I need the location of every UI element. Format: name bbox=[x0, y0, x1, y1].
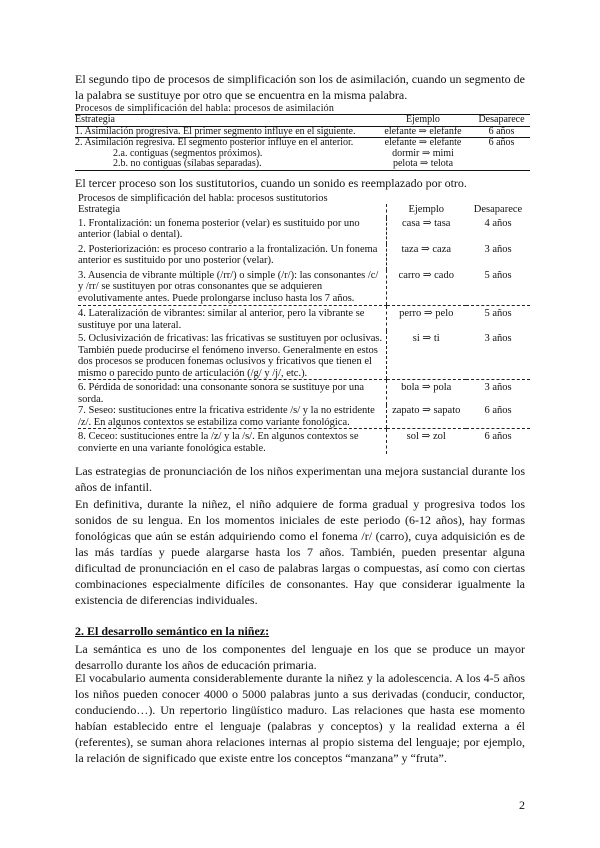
row-age: 5 años bbox=[466, 270, 530, 306]
row-strategy: 8. Ceceo: sustituciones entre la /z/ y la /s/. En algunos contextos se convierte en una variante fonológica estable. bbox=[78, 431, 359, 454]
definitive-paragraph: En definitiva, durante la niñez, el niño adquiere de forma gradual y progresiva todos los sonidos de su lengua. En los momentos iniciales de este periodo (6-12 años), hay formas fonológicas que aún se están adquiriendo como el fonema /r/ (carro), cuya adquisición es de las más tardías y puede alargarse hasta los 7 años. También, pueden presentar alguna dificultad de pronunciación en el caso de palabras largas o compuestas, así como con ciertas combinaciones especialmente difíciles de consonantes. Hay que considerar igualmente la existencia de diferencias individuales. bbox=[75, 497, 525, 607]
strategies-paragraph: Las estrategias de pronunciación de los niños experimentan una mejora sustancial durante los años de infantil. bbox=[75, 464, 525, 494]
table-row bbox=[78, 331, 530, 380]
section-heading: 2. El desarrollo semántico en la niñez: bbox=[75, 624, 270, 638]
row-strategy: 6. Pérdida de sonoridad: una consonante sonora se sustituye por una sorda. bbox=[78, 382, 365, 405]
semantics-paragraph: La semántica es uno de los componentes del lenguaje en los que se produce un mayor desarrollo durante los años de educación primaria. bbox=[75, 642, 525, 672]
row-strategy: 7. Seseo: sustituciones entre la fricativa estridente /s/ y la no estridente /z/. En algunos contextos se estabiliza como variante fonológica. bbox=[78, 405, 386, 429]
row-strategy: 4. Lateralización de vibrantes: similar al anterior, pero la vibrante se sustituye por una lateral. bbox=[78, 308, 365, 331]
row-example: si ⇒ ti bbox=[386, 331, 466, 380]
header-strategy: Estrategia bbox=[75, 115, 373, 127]
row-example: pelota ⇒ telota bbox=[373, 159, 473, 170]
table-row bbox=[78, 380, 530, 406]
table1-title: Procesos de simplificación del habla: procesos de asimilación bbox=[75, 103, 335, 114]
row-example: sol ⇒ zol bbox=[386, 429, 466, 455]
table-row bbox=[75, 159, 530, 170]
row-example: carro ⇒ cado bbox=[386, 270, 466, 306]
row-age bbox=[473, 149, 530, 160]
row-example: perro ⇒ pelo bbox=[386, 306, 466, 332]
table-row bbox=[78, 218, 530, 244]
substitution-table bbox=[78, 204, 530, 454]
row-example: dormir ⇒ mimi bbox=[392, 147, 454, 159]
row-strategy: 1. Asimilación progresiva. El primer segmento influye en el siguiente. bbox=[75, 126, 373, 138]
row-example: zapato ⇒ sapato bbox=[386, 405, 466, 429]
row-strategy: 2.b. no contiguas (sílabas separadas). bbox=[75, 159, 373, 170]
header-age: Desaparece bbox=[473, 204, 523, 215]
row-example: elefante ⇒ elefante bbox=[384, 137, 462, 148]
table-row bbox=[78, 270, 530, 306]
table-row bbox=[75, 138, 530, 149]
table-row bbox=[78, 244, 530, 270]
row-strategy: 2.a. contiguas (segmentos próximos). bbox=[113, 147, 263, 159]
table-row bbox=[75, 126, 530, 138]
header-age: Desaparece bbox=[473, 115, 530, 127]
row-age: 6 años bbox=[473, 126, 530, 138]
table-row bbox=[78, 306, 530, 332]
row-age: 3 años bbox=[484, 243, 512, 255]
row-example: casa ⇒ tasa bbox=[386, 218, 466, 244]
row-strategy: 2. Asimilación regresiva. El segmento posterior influye en el anterior. bbox=[75, 137, 354, 148]
header-example: Ejemplo bbox=[386, 204, 466, 218]
table-header-row bbox=[78, 204, 530, 218]
vocabulary-paragraph: El vocabulario aumenta considerablemente durante la niñez y la adolescencia. A los 4-5 años los niños pueden conocer 4000 o 5000 palabras junto a sus derivadas (conducir, conductor, conduciendo…). Un repertorio lingüístico maduro. Las relaciones que hasta ese momento habían establecido entre el lenguaje (palabras y conceptos) y la realidad externa a él (referentes), se suman ahora relaciones internas al propio sistema del lenguaje; por ejemplo, la relación de significado que existe entre los conceptos “manzana” y “fruta”. bbox=[75, 671, 525, 765]
row-strategy: 5. Oclusivización de fricativas: las fricativas se sustituyen por oclusivas. También puede producirse el fenómeno inverso. Generalmente en estos dos procesos se producen fonemas oclusivos y fricativos que tienen el mismo o parecido punto de articulación (/g/ y /j/, etc.). bbox=[78, 331, 386, 380]
row-strategy: 1. Frontalización: un fonema posterior (velar) es sustituido por uno anterior (labial o dental). bbox=[78, 217, 360, 240]
row-strategy: 3. Ausencia de vibrante múltiple (/rr/) o simple (/r/): las consonantes /c/ y /rr/ se sustituyen por otras consonantes que se adquieren evolutivamente antes. Puede prolongarse incluso hasta los 7 años. bbox=[78, 270, 386, 306]
table-header-row bbox=[75, 115, 530, 127]
third-process-paragraph: El tercer proceso son los sustitutorios, cuando un sonido es reemplazado por otro. bbox=[75, 176, 467, 190]
row-age: 5 años bbox=[484, 308, 512, 319]
header-strategy: Estrategia bbox=[78, 204, 120, 215]
row-age: 3 años bbox=[484, 382, 512, 393]
row-age: 4 años bbox=[484, 217, 512, 229]
assimilation-table bbox=[75, 114, 530, 171]
row-age: 6 años bbox=[466, 405, 530, 429]
row-example: taza ⇒ caza bbox=[386, 244, 466, 270]
header-example: Ejemplo bbox=[373, 115, 473, 127]
page-number: 2 bbox=[519, 798, 525, 812]
row-age: 3 años bbox=[466, 331, 530, 380]
row-strategy: 2. Posteriorización: es proceso contrario a la frontalización. Un fonema anterior es sustituido por uno posterior (velar). bbox=[78, 243, 378, 266]
row-example: elefante ⇒ elefanfe bbox=[373, 126, 473, 138]
intro-paragraph: El segundo tipo de procesos de simplificación son los de asimilación, cuando un segmento de la palabra se sustituye por otro que se encuentra en la misma palabra. bbox=[75, 72, 525, 102]
table-row bbox=[78, 429, 530, 455]
table-row bbox=[78, 405, 530, 429]
table2-title: Procesos de simplificación del habla: procesos sustitutorios bbox=[78, 193, 328, 204]
row-age bbox=[473, 159, 530, 170]
row-age: 6 años bbox=[484, 431, 512, 442]
row-example: bola ⇒ pola bbox=[386, 380, 466, 406]
row-age: 6 años bbox=[488, 137, 515, 148]
